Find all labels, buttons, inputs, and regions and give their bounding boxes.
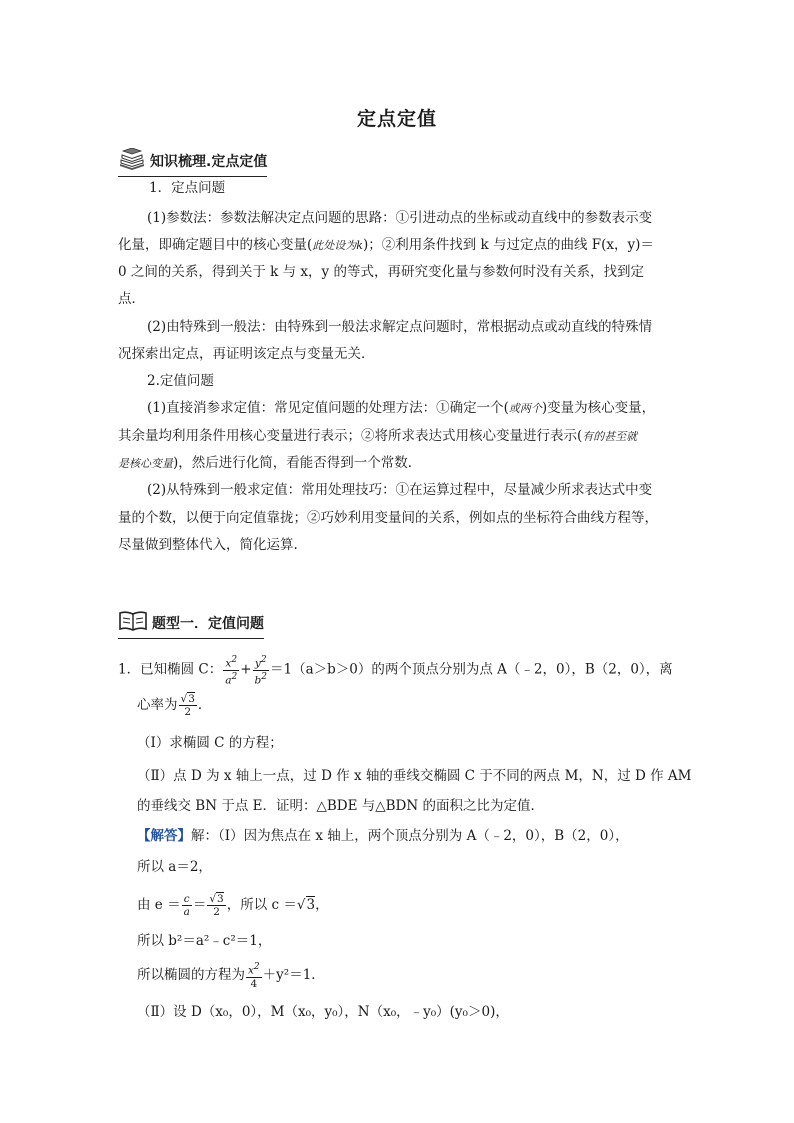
subheading-fixed-point: 1．定点问题 [149,180,226,196]
question-stem-line: 心率为 $\frac{√3}{2}$ ． [137,693,212,718]
answer-line: （Ⅱ）设 D（x₀，0），M（x₀，y₀），N（x₀，﹣y₀）(y₀＞0)， [137,1004,509,1020]
paragraph-line: 况探索出定点，再证明该定点与变量无关． [118,346,375,362]
paragraph-line: (2)由特殊到一般法：由特殊到一般法求解定点问题时，常根据动点或动直线的特殊情 [147,319,653,335]
section-heading-label: 题型一．定值问题 [152,616,264,632]
question-part-1: （Ⅰ）求椭圆 C 的方程； [137,735,283,751]
paragraph-line: 0 之间的关系，得到关于 k 与 x，y 的等式，再研究变化量与参数何时没有关系，找到定 [118,264,644,280]
question-part-2-continued: 的垂线交 BN 于点 E．证明：△BDE 与△BDN 的面积之比为定值． [137,798,544,814]
answer-line: 所以 a＝2， [137,859,212,875]
books-icon [118,148,146,174]
paragraph-line: 是核心变量)，然后进行化简，看能否得到一个常数． [118,455,422,471]
answer-line: 【解答】解：（Ⅰ）因为焦点在 x 轴上，两个顶点分别为 A（﹣2，0），B（2，0）， [137,828,629,844]
fraction-c-over-a: $\frac{c}{a}$ [183,893,190,918]
paragraph-line: 尽量做到整体代入，简化运算. [118,537,298,553]
fraction-sqrt3-over-2: $\frac{√3}{2}$ [209,893,224,918]
answer-line: 所以椭圆的方程为 $\frac{x^2}{4}$ ＋y²＝1． [137,962,325,990]
paragraph-line: (1)参数法：参数法解决定点问题的思路：①引进动点的坐标或动直线中的参数表示变 [147,210,653,226]
paragraph-line: (1)直接消参求定值：常见定值问题的处理方法：①确定一个(或两个)变量为核心变量， [147,400,656,416]
answer-tag: 【解答】 [137,828,191,844]
section-heading-label: 知识梳理.定点定值 [150,154,268,170]
answer-line: 所以 b²＝a²﹣c²＝1， [137,933,272,949]
paragraph-line: 点． [118,291,145,307]
answer-line: 由 e ＝ $\frac{c}{a}$ ＝ $\frac{√3}{2}$ ，所以 c ＝√3， [137,893,329,918]
paragraph-line: (2)从特殊到一般求定值：常用处理技巧：①在运算过程中，尽量减少所求表达式中变 [147,482,653,498]
paragraph-line: 化量，即确定题目中的核心变量(此处设为k)；②利用条件找到 k 与过定点的曲线 F(x，y)＝ [118,237,654,253]
fraction-sqrt3-over-2: $\frac{√3}{2}$ [180,693,195,718]
subheading-fixed-value: 2.定值问题 [147,373,214,389]
section-heading-question-type [118,610,264,639]
fraction-x2-over-4: $\frac{x^2}{4}$ [248,962,260,990]
open-book-icon [118,610,148,636]
paragraph-line: 量的个数，以便于向定值靠拢；②巧妙利用变量间的关系，例如点的坐标符合曲线方程等， [118,510,658,526]
question-stem-line: 1．已知椭圆 C： $\frac{x^2}{a^2}$ + $\frac{y^2}{b^2}$ ＝1（a＞b＞0）的两个顶点分别为点 A（﹣2，0），B（2，0），离 [118,655,673,686]
fraction-y2-b2: $\frac{y^2}{b^2}$ [254,655,267,686]
section-heading-knowledge [118,148,267,177]
question-part-2: （Ⅱ）点 D 为 x 轴上一点，过 D 作 x 轴的垂线交椭圆 C 于不同的两点 M，N，过 D 作 AM [137,768,692,784]
page-title: 定点定值 [356,108,437,130]
fraction-x2-a2: $\frac{x^2}{a^2}$ [225,655,238,686]
paragraph-line: 其余量均利用条件用核心变量进行表示；②将所求表达式用核心变量进行表示(有的甚至就 [118,428,638,444]
